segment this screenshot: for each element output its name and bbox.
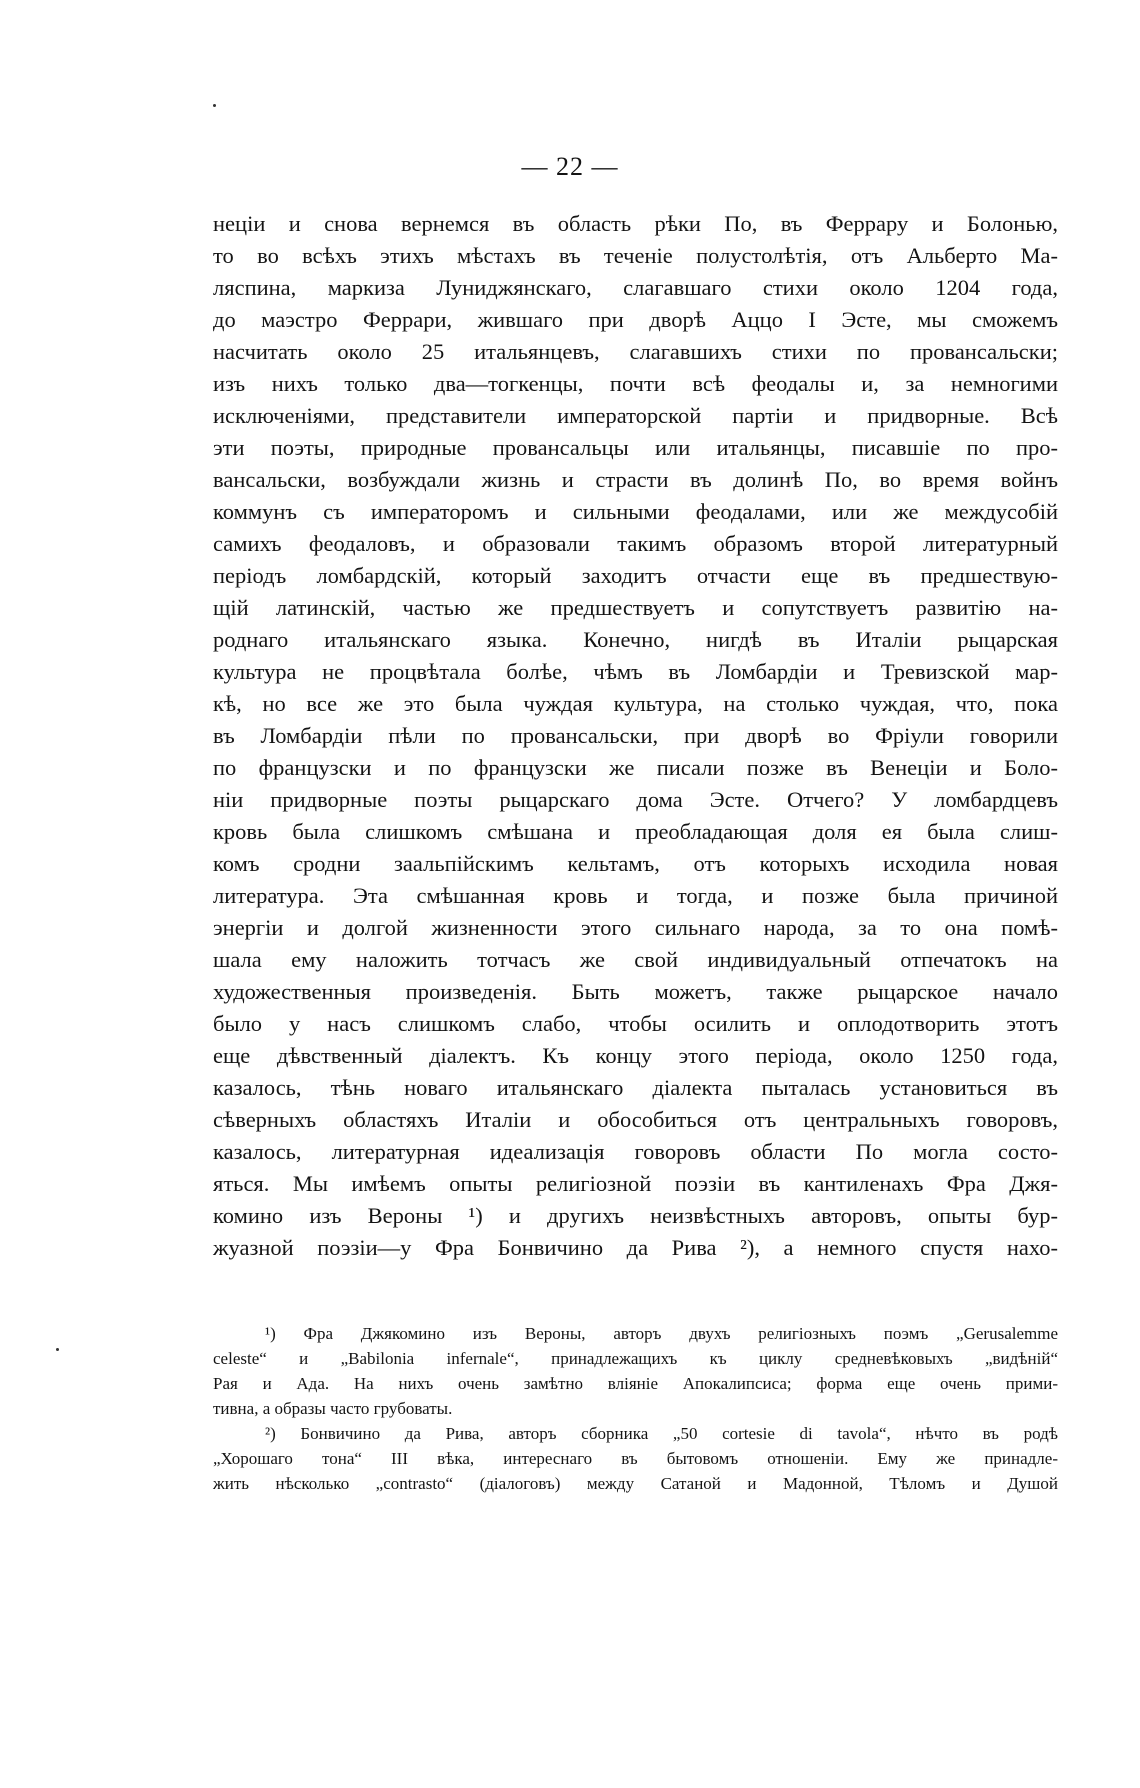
text-line: казалось, литературная идеализація говоровъ области По могла состо- xyxy=(213,1139,1058,1164)
text-line: яться. Мы имѣемъ опыты религіозной поэзіи въ кантиленахъ Фра Джя- xyxy=(213,1171,1058,1196)
page-number: — 22 — xyxy=(521,152,619,181)
text-line: шала ему наложить тотчасъ же свой индивидуальный отпечатокъ на xyxy=(213,947,1058,972)
text-line: сѣверныхъ областяхъ Италіи и обособиться отъ центральныхъ говоровъ, xyxy=(213,1107,1058,1132)
scan-speck xyxy=(213,104,216,107)
text-line: вансальски, возбуждали жизнь и страсти въ долинѣ По, во время войнъ xyxy=(213,467,1058,492)
main-text xyxy=(213,208,1058,1264)
text-line: литература. Эта смѣшанная кровь и тогда, и позже была причиной xyxy=(213,883,1058,908)
text-line: еще дѣвственный діалектъ. Къ концу этого періода, около 1250 года, xyxy=(213,1043,1058,1068)
text-line: художественныя произведенія. Быть можетъ, также рыцарское начало xyxy=(213,979,1058,1004)
text-line: періодъ ломбардскій, который заходитъ отчасти еще въ предшествую- xyxy=(213,563,1058,588)
text-line: кровь была слишкомъ смѣшана и преобладающая доля ея была слиш- xyxy=(213,819,1058,844)
footnotes xyxy=(213,1321,1058,1496)
text-line: насчитать около 25 итальянцевъ, слагавшихъ стихи по провансальски; xyxy=(213,339,1058,364)
text-line: изъ нихъ только два—тогкенцы, почти всѣ феодалы и, за немногими xyxy=(213,371,1058,396)
text-line: въ Ломбардіи пѣли по провансальски, при дворѣ во Фріули говорили xyxy=(213,723,1058,748)
text-line: жуазной поэзіи—у Фра Бонвичино да Рива ²), а немного спустя нахо- xyxy=(213,1235,1058,1260)
text-line: казалось, тѣнь новаго итальянскаго діалекта пыталась установиться въ xyxy=(213,1075,1058,1100)
text-line: неціи и снова вернемся въ область рѣки По, въ Феррару и Болонью, xyxy=(213,211,1058,236)
text-line: ніи придворные поэты рыцарскаго дома Эсте. Отчего? У ломбардцевъ xyxy=(213,787,1058,812)
text-line: коммунъ съ императоромъ и сильными феодалами, или же междусобій xyxy=(213,499,1058,524)
footnote-line: „Хорошаго тона“ III вѣка, интереснаго въ бытовомъ отношеніи. Ему же принадле- xyxy=(213,1449,1058,1468)
footnote-line: жить нѣсколько „contrasto“ (діалоговъ) между Сатаной и Мадонной, Тѣломъ и Душой xyxy=(213,1474,1058,1493)
text-line: самихъ феодаловъ, и образовали такимъ образомъ второй литературный xyxy=(213,531,1058,556)
footnote-line: celeste“ и „Babilonia infernale“, принадлежащихъ къ циклу средневѣковыхъ „видѣній“ xyxy=(213,1349,1058,1368)
text-line: культура не процвѣтала болѣе, чѣмъ въ Ломбардіи и Тревизской мар- xyxy=(213,659,1058,684)
text-line: ляспина, маркиза Луниджянскаго, слагавшаго стихи около 1204 года, xyxy=(213,275,1058,300)
text-line: кѣ, но все же это была чуждая культура, на столько чуждая, что, пока xyxy=(213,691,1058,716)
text-line: то во всѣхъ этихъ мѣстахъ въ теченіе полустолѣтія, отъ Альберто Ма- xyxy=(213,243,1058,268)
scan-speck xyxy=(56,1348,59,1351)
footnote-line: Рая и Ада. На нихъ очень замѣтно вліяніе Апокалипсиса; форма еще очень прими- xyxy=(213,1374,1058,1393)
text-line: энергіи и долгой жизненности этого сильнаго народа, за то она помѣ- xyxy=(213,915,1058,940)
text-line: роднаго итальянскаго языка. Конечно, нигдѣ въ Италіи рыцарская xyxy=(213,627,1058,652)
text-line: было у насъ слишкомъ слабо, чтобы осилить и оплодотворить этотъ xyxy=(213,1011,1058,1036)
text-line: по французски и по французски же писали позже въ Венеціи и Боло- xyxy=(213,755,1058,780)
footnote-line: тивна, а образы часто грубоваты. xyxy=(213,1399,453,1418)
footnote-line: ¹) Фра Джякомино изъ Вероны, авторъ двухъ религіозныхъ поэмъ „Gerusalemme xyxy=(265,1324,1058,1343)
text-line: эти поэты, природные провансальцы или итальянцы, писавшіе по про- xyxy=(213,435,1058,460)
text-line: до маэстро Феррари, жившаго при дворѣ Аццо I Эсте, мы сможемъ xyxy=(213,307,1058,332)
text-line: исключеніями, представители императорской партіи и придворные. Всѣ xyxy=(213,403,1058,428)
text-line: комъ сродни заальпійскимъ кельтамъ, отъ которыхъ исходила новая xyxy=(213,851,1058,876)
text-line: щій латинскій, частью же предшествуетъ и сопутствуетъ развитію на- xyxy=(213,595,1058,620)
footnote-line: ²) Бонвичино да Рива, авторъ сборника „50 cortesie di tavola“, нѣчто въ родѣ xyxy=(265,1424,1058,1443)
text-line: комино изъ Вероны ¹) и другихъ неизвѣстныхъ авторовъ, опыты бур- xyxy=(213,1203,1058,1228)
